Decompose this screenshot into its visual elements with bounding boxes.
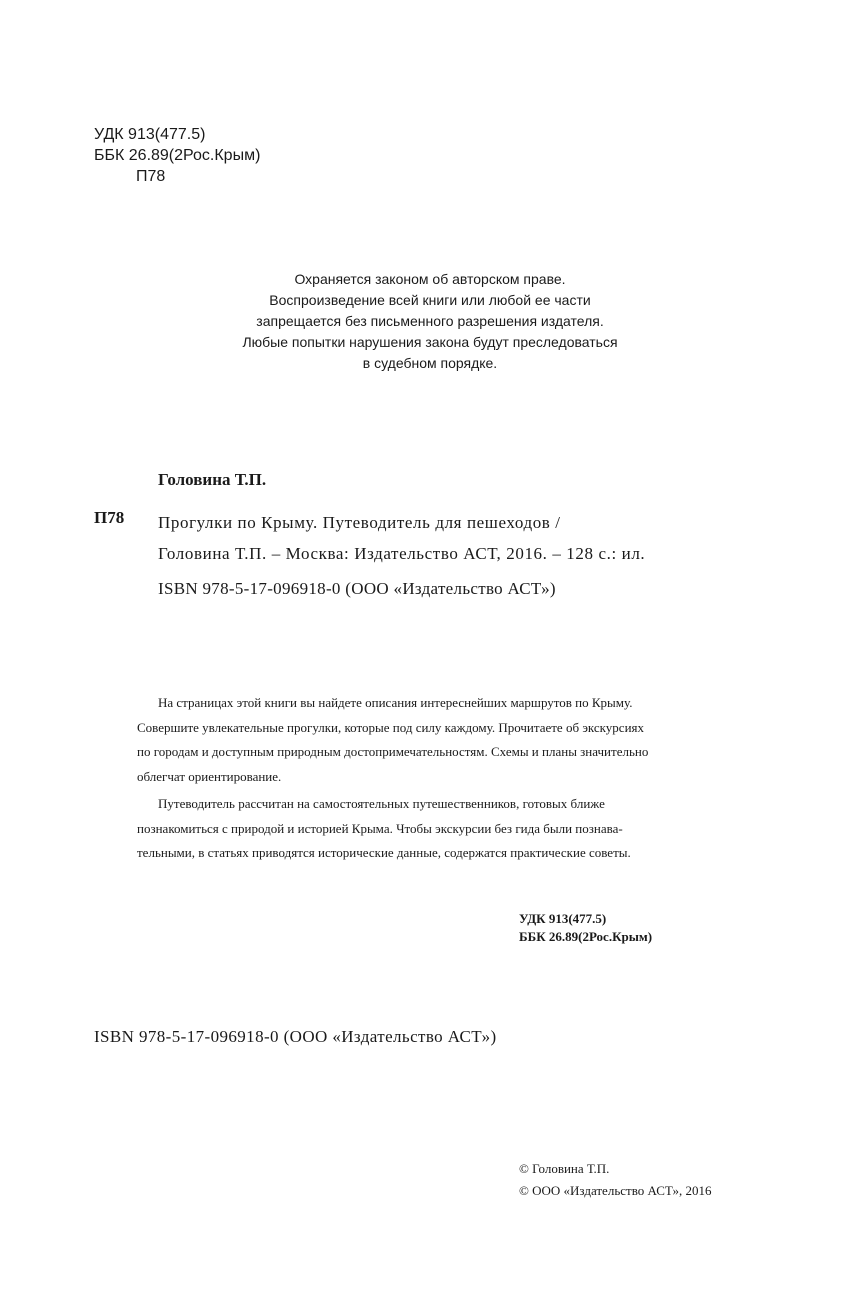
udk-code: УДК 913(477.5) (519, 911, 607, 926)
notice-line: Любые попытки нарушения закона будут преследоваться (242, 334, 618, 350)
isbn-main: ISBN 978-5-17-096918-0 (ООО «Издательство АСТ») (94, 1027, 497, 1046)
bib-description-line: Головина Т.П. – Москва: Издательство АСТ, 2016. – 128 с.: ил. (158, 544, 646, 563)
udk-code: УДК 913(477.5) (94, 126, 206, 143)
annotation-line: по городам и доступным природным достопримечательностям. Схемы и планы значительно (137, 744, 649, 759)
annotation-paragraph (137, 691, 767, 789)
copyright-notice (180, 269, 680, 374)
bib-description (158, 507, 645, 569)
annotation-line: Путеводитель рассчитан на самостоятельных путешественников, готовых ближе (158, 796, 605, 811)
annotation-line: познакомиться с природой и историей Крыма. Чтобы экскурсии без гида были познава- (137, 820, 623, 836)
bbk-code: ББК 26.89(2Рос.Крым) (519, 929, 653, 944)
annotation-line: Совершите увлекательные прогулки, которые под силу каждому. Прочитаете об экскурсиях (137, 719, 644, 735)
annotation-line: На страницах этой книги вы найдете описания интереснейших маршрутов по Крыму. (158, 695, 633, 710)
copyright-line: © Головина Т.П. (519, 1161, 610, 1176)
annotation (137, 691, 767, 869)
copyright-line: © ООО «Издательство АСТ», 2016 (519, 1183, 712, 1198)
classification-block-bottom (519, 910, 652, 946)
cutter-code: П78 (136, 168, 166, 185)
bib-isbn: ISBN 978-5-17-096918-0 (ООО «Издательство АСТ») (158, 579, 556, 598)
annotation-line: тельными, в статьях приводятся исторические данные, содержатся практические советы. (137, 845, 631, 860)
notice-line: в судебном порядке. (362, 355, 498, 371)
annotation-line: облегчат ориентирование. (137, 768, 282, 784)
annotation-paragraph (137, 792, 767, 866)
bib-description-line: Прогулки по Крыму. Путеводитель для пешеходов / (158, 513, 561, 532)
notice-line: Воспроизведение всей книги или любой ее части (269, 292, 591, 308)
classification-block-top (94, 124, 260, 187)
copyright-block (519, 1158, 712, 1202)
notice-line: Охраняется законом об авторском праве. (294, 271, 566, 287)
notice-line: запрещается без письменного разрешения издателя. (256, 313, 604, 329)
bib-cutter: П78 (94, 508, 125, 527)
bib-author: Головина Т.П. (158, 470, 267, 489)
bbk-code: ББК 26.89(2Рос.Крым) (94, 147, 261, 164)
